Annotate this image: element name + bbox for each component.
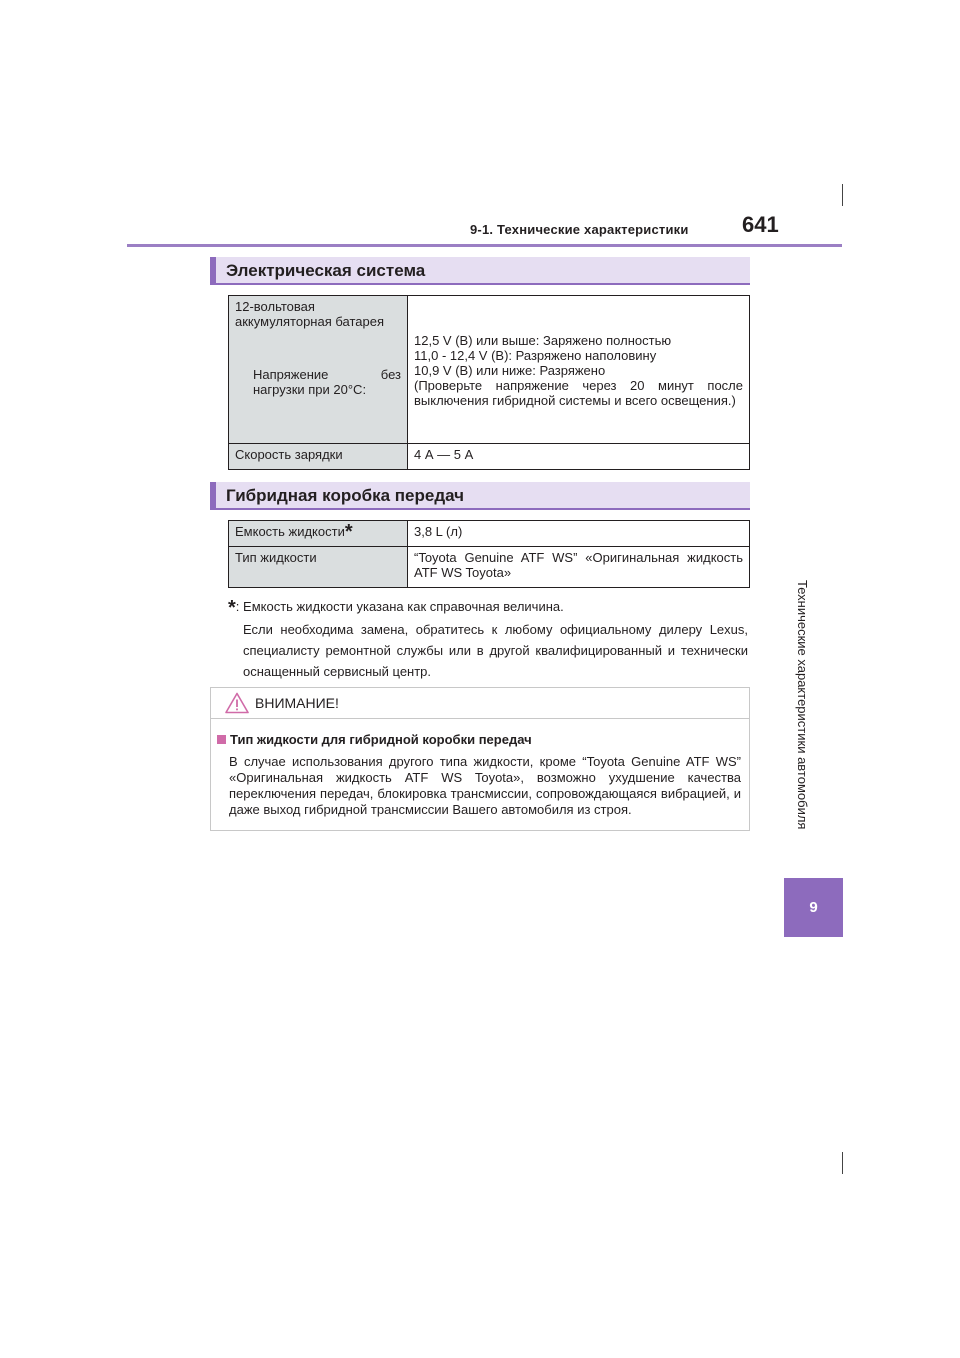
caution-body: В случае использования другого типа жидкости, кроме “Toyota Genuine ATF WS” «Оригинальная жидкость ATF WS Toyota», возможно ухудшение качества переключения передач, блокировка трансмиссии, сопровождающаяся вибрацией, и даже выход гибридной трансмиссии Вашего автомобиля из строя. — [229, 754, 741, 817]
table-row — [229, 444, 750, 470]
footnote — [228, 596, 748, 682]
voltage-note: (Проверьте напряжение через 20 минут после выключения гибридной системы и всего освещения.) — [414, 378, 743, 408]
capacity-footnote-mark: * — [344, 521, 353, 543]
voltage-label: Напряжение без нагрузки при 20°C: — [253, 367, 401, 397]
header-divider — [127, 244, 842, 247]
caution-box — [210, 687, 750, 831]
capacity-key-cell — [229, 521, 408, 547]
footnote-first-line: : Емкость жидкости указана как справочная величина. — [235, 599, 564, 614]
table-row — [229, 296, 750, 444]
section-title: 9-1. Технические характеристики — [470, 222, 689, 237]
transmission-spec-table — [228, 520, 750, 588]
charge-value: 4 А — 5 А — [408, 444, 750, 470]
capacity-value: 3,8 L (л) — [408, 521, 750, 547]
voltage-line-full: 12,5 V (В) или выше: Заряжено полностью — [414, 333, 672, 348]
voltage-line-half: 11,0 - 12,4 V (В): Разряжено наполовину — [414, 348, 657, 363]
caution-subtitle: Тип жидкости для гибридной коробки передач — [230, 732, 532, 747]
voltage-value-cell — [408, 296, 750, 444]
table-row — [229, 521, 750, 547]
battery-key-cell — [229, 296, 408, 444]
transmission-section-heading: Гибридная коробка передач — [210, 482, 750, 510]
caution-subtitle-row — [217, 732, 532, 747]
crop-mark-top — [842, 184, 843, 206]
table-row — [229, 547, 750, 588]
charge-label: Скорость зарядки — [229, 444, 408, 470]
chapter-title: Технические характеристики автомобиля — [795, 580, 810, 830]
footnote-rest: Если необходима замена, обратитесь к любому официальному дилеру Lexus, специалисту ремонтной службы или в другой квалифицированный и технически оснащенный сервисный центр. — [243, 622, 748, 679]
capacity-label: Емкость жидкости — [235, 524, 345, 539]
footnote-mark: * — [228, 597, 236, 619]
battery-label: 12-вольтовая аккумуляторная батарея — [235, 299, 384, 329]
caution-title: ВНИМАНИЕ! — [255, 695, 339, 711]
square-bullet-icon — [217, 735, 226, 744]
electrical-section-heading: Электрическая система — [210, 257, 750, 285]
page-number: 641 — [742, 212, 779, 237]
fluid-type-value: “Toyota Genuine ATF WS” «Оригинальная жидкость ATF WS Toyota» — [408, 547, 750, 588]
chapter-tab[interactable]: 9 — [784, 878, 843, 937]
voltage-line-low: 10,9 V (В) или ниже: Разряжено — [414, 363, 606, 378]
crop-mark-bottom — [842, 1152, 843, 1174]
fluid-type-label: Тип жидкости — [229, 547, 408, 588]
caution-header — [211, 688, 749, 719]
warning-triangle-icon — [225, 692, 249, 714]
electrical-spec-table — [228, 295, 750, 470]
